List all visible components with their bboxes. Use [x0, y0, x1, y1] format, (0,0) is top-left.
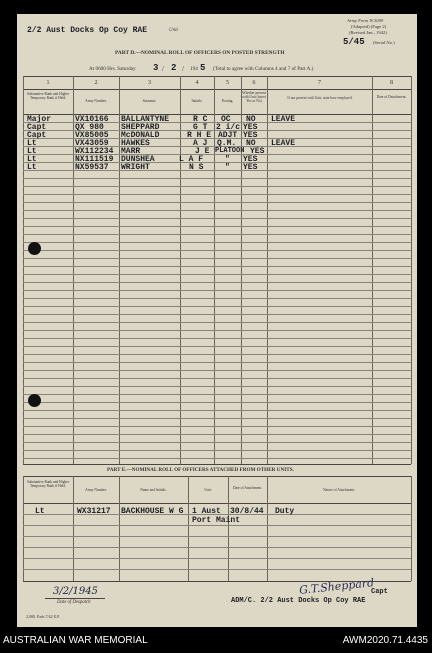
table-row-posting: ADJT: [218, 131, 238, 140]
adm-line: ADM/C. 2/2 Aust Docks Op Coy RAE: [231, 597, 366, 605]
table-row-surname: DUNSHEA: [121, 155, 155, 164]
part-d-bottom-border: [23, 464, 411, 465]
despatch-label: Date of Despatch: [57, 600, 91, 605]
header-attachment-date: Date of Attachment.: [232, 486, 263, 490]
header-nature: Nature of Attachment.: [322, 488, 356, 492]
header-unit: Unit.: [204, 488, 212, 492]
col-number: 1: [46, 80, 50, 86]
unit-label: Unit: [169, 28, 178, 33]
table-row-date: 30/8/44: [230, 507, 264, 516]
header-posting: Posting.: [221, 99, 234, 103]
table-row-present: YES: [243, 163, 258, 172]
table-row-surname: WRIGHT: [121, 163, 150, 172]
serial-label: (Serial No.): [373, 40, 395, 45]
despatch-underline: [45, 598, 105, 599]
table-row-present: YES: [243, 155, 258, 164]
col-divider: [267, 76, 268, 464]
table-row-initials: J E: [195, 147, 210, 156]
table-row-rank: Major: [27, 115, 52, 124]
table-row-surname: SHEPPARD: [121, 123, 160, 132]
table-row-nature: Duty: [275, 507, 295, 516]
header-surname: Surname.: [142, 99, 157, 103]
table-row-employed: LEAVE: [271, 139, 296, 148]
table-row-number: VX10166: [75, 115, 109, 124]
col-divider: [411, 76, 412, 464]
table-row-number: WX112234: [75, 147, 114, 156]
table-row-present: NO: [246, 115, 256, 124]
col-number: 5: [226, 80, 229, 86]
col-divider: [241, 76, 242, 464]
document-page: [17, 14, 417, 627]
table-row-number: NX111519: [75, 155, 114, 164]
table-row-initials: R C: [193, 115, 208, 124]
table-row-posting: OC: [221, 115, 231, 124]
col-divider: [73, 76, 74, 464]
table-row-surname: MARR: [121, 147, 141, 156]
col-number-border: [23, 89, 411, 90]
table-row-initials: R H E: [187, 131, 212, 140]
date-sep-2: /: [182, 65, 184, 73]
table-row-number: VX43059: [75, 139, 109, 148]
date-month: 2: [171, 63, 177, 73]
table-row-present: NO: [246, 139, 256, 148]
header-army-number: Army Number.: [85, 488, 107, 492]
col-divider: [119, 476, 120, 581]
date-suffix: (Total to agree with Columns 4 and 7 of Part A.): [213, 66, 314, 72]
form-adapted: (Adapted) (Page 2): [351, 24, 387, 29]
archive-caption-bar: [0, 627, 432, 653]
table-row-posting: 2 i/c: [216, 123, 241, 132]
table-row-initials: L A F: [179, 155, 204, 164]
table-row-number: VX85005: [75, 131, 109, 140]
table-row-number: WX31217: [77, 507, 111, 516]
header-employed: If not present with Unit, state how employed.: [287, 96, 353, 100]
header-army-number: Army Number.: [85, 99, 107, 103]
part-e-header-border: [23, 503, 411, 504]
part-e-title: PART E.—NOMINAL ROLL OF OFFICERS ATTACHED FROM OTHER UNITS.: [107, 467, 294, 473]
table-row-rank: Lt: [27, 139, 37, 148]
col-number: 2: [94, 80, 98, 86]
col-divider: [23, 476, 24, 581]
header-detachment-date: Date of Detachment.: [376, 95, 407, 99]
table-row-unit-line2: Port Maint: [192, 516, 241, 525]
punch-hole: [28, 242, 41, 255]
col-divider: [188, 476, 189, 581]
table-row-initials: N S: [189, 163, 204, 172]
table-row-surname: BALLANTYNE: [121, 115, 170, 124]
col-number: 7: [318, 80, 321, 86]
col-divider: [372, 76, 373, 464]
table-row-surname: McDONALD: [121, 131, 160, 140]
table-row-number: QX 980: [75, 123, 104, 132]
date-sep-1: /: [162, 65, 164, 73]
table-row-present: YES: [250, 147, 265, 156]
date-prefix: At 0600 Hrs. Saturday: [89, 66, 136, 72]
table-row-initials: A J: [193, 139, 208, 148]
table-row-surname: HAWKES: [121, 139, 150, 148]
col-number: 8: [390, 80, 393, 86]
date-day: 3: [153, 63, 159, 73]
signature-rank: Capt: [371, 588, 388, 596]
signature: G.T.Sheppard: [298, 576, 375, 597]
table-row-present: YES: [243, 131, 258, 140]
header-initials: Initials.: [191, 99, 203, 103]
punch-hole: [28, 394, 41, 407]
col-divider: [119, 76, 120, 464]
table-row-name: BACKHOUSE W G: [121, 507, 184, 516]
printer-note: 2,000. Pads 7/42 E.P.: [26, 614, 60, 619]
col-divider: [73, 476, 74, 581]
col-number: 3: [148, 80, 151, 86]
table-top-border: [23, 76, 411, 77]
serial-number: 5/45: [343, 37, 365, 47]
header-name: Name and Initials.: [140, 488, 167, 492]
col-divider: [214, 76, 215, 464]
form-revised: (Revised Jan., 1942): [349, 30, 387, 35]
table-row-present: YES: [243, 123, 258, 132]
table-row-employed: LEAVE: [271, 115, 296, 124]
date-year-digit: 5: [200, 63, 206, 73]
table-row-posting: ": [225, 163, 230, 172]
table-row-unit: 1 Aust: [192, 507, 221, 516]
col-divider: [180, 76, 181, 464]
table-row-posting: ": [225, 155, 230, 164]
table-row-posting: PLATOON: [215, 147, 245, 155]
table-row-rank: Lt: [27, 147, 37, 156]
table-row-rank: Lt: [35, 507, 45, 516]
part-e-top-border: [23, 476, 411, 477]
col-divider: [267, 476, 268, 581]
table-row-number: NX59537: [75, 163, 109, 172]
unit-name: 2/2 Aust Docks Op Coy RAE: [27, 26, 148, 35]
table-row-rank: Capt: [27, 131, 47, 140]
header-rank: Substantive Rank and Higher Temporary Rank if Held.: [26, 92, 70, 101]
caption-right: AWM2020.71.4435: [342, 635, 428, 646]
table-row-initials: G T: [193, 123, 208, 132]
table-row-rank: Capt: [27, 123, 47, 132]
col-divider: [23, 76, 24, 464]
col-number: 6: [252, 80, 256, 86]
col-number: 4: [195, 80, 199, 86]
form-number: Army Form W.3009: [347, 18, 384, 23]
date-year-prefix: 194: [190, 66, 198, 72]
col-divider: [228, 476, 229, 581]
table-row-rank: Lt: [27, 155, 37, 164]
header-rank: Substantive Rank and Higher Temporary Rank if Held.: [26, 480, 70, 489]
table-row-posting: Q.M.: [217, 139, 237, 148]
header-present: Whether present with Unit (insert Yes or No): [242, 91, 266, 104]
caption-left: AUSTRALIAN WAR MEMORIAL: [3, 635, 148, 646]
col-divider: [411, 476, 412, 581]
part-d-title: PART D.—NOMINAL ROLL OF OFFICERS ON POSTED STRENGTH: [115, 50, 285, 56]
despatch-date: 3/2/1945: [53, 586, 98, 597]
table-row-rank: Lt: [27, 163, 37, 172]
